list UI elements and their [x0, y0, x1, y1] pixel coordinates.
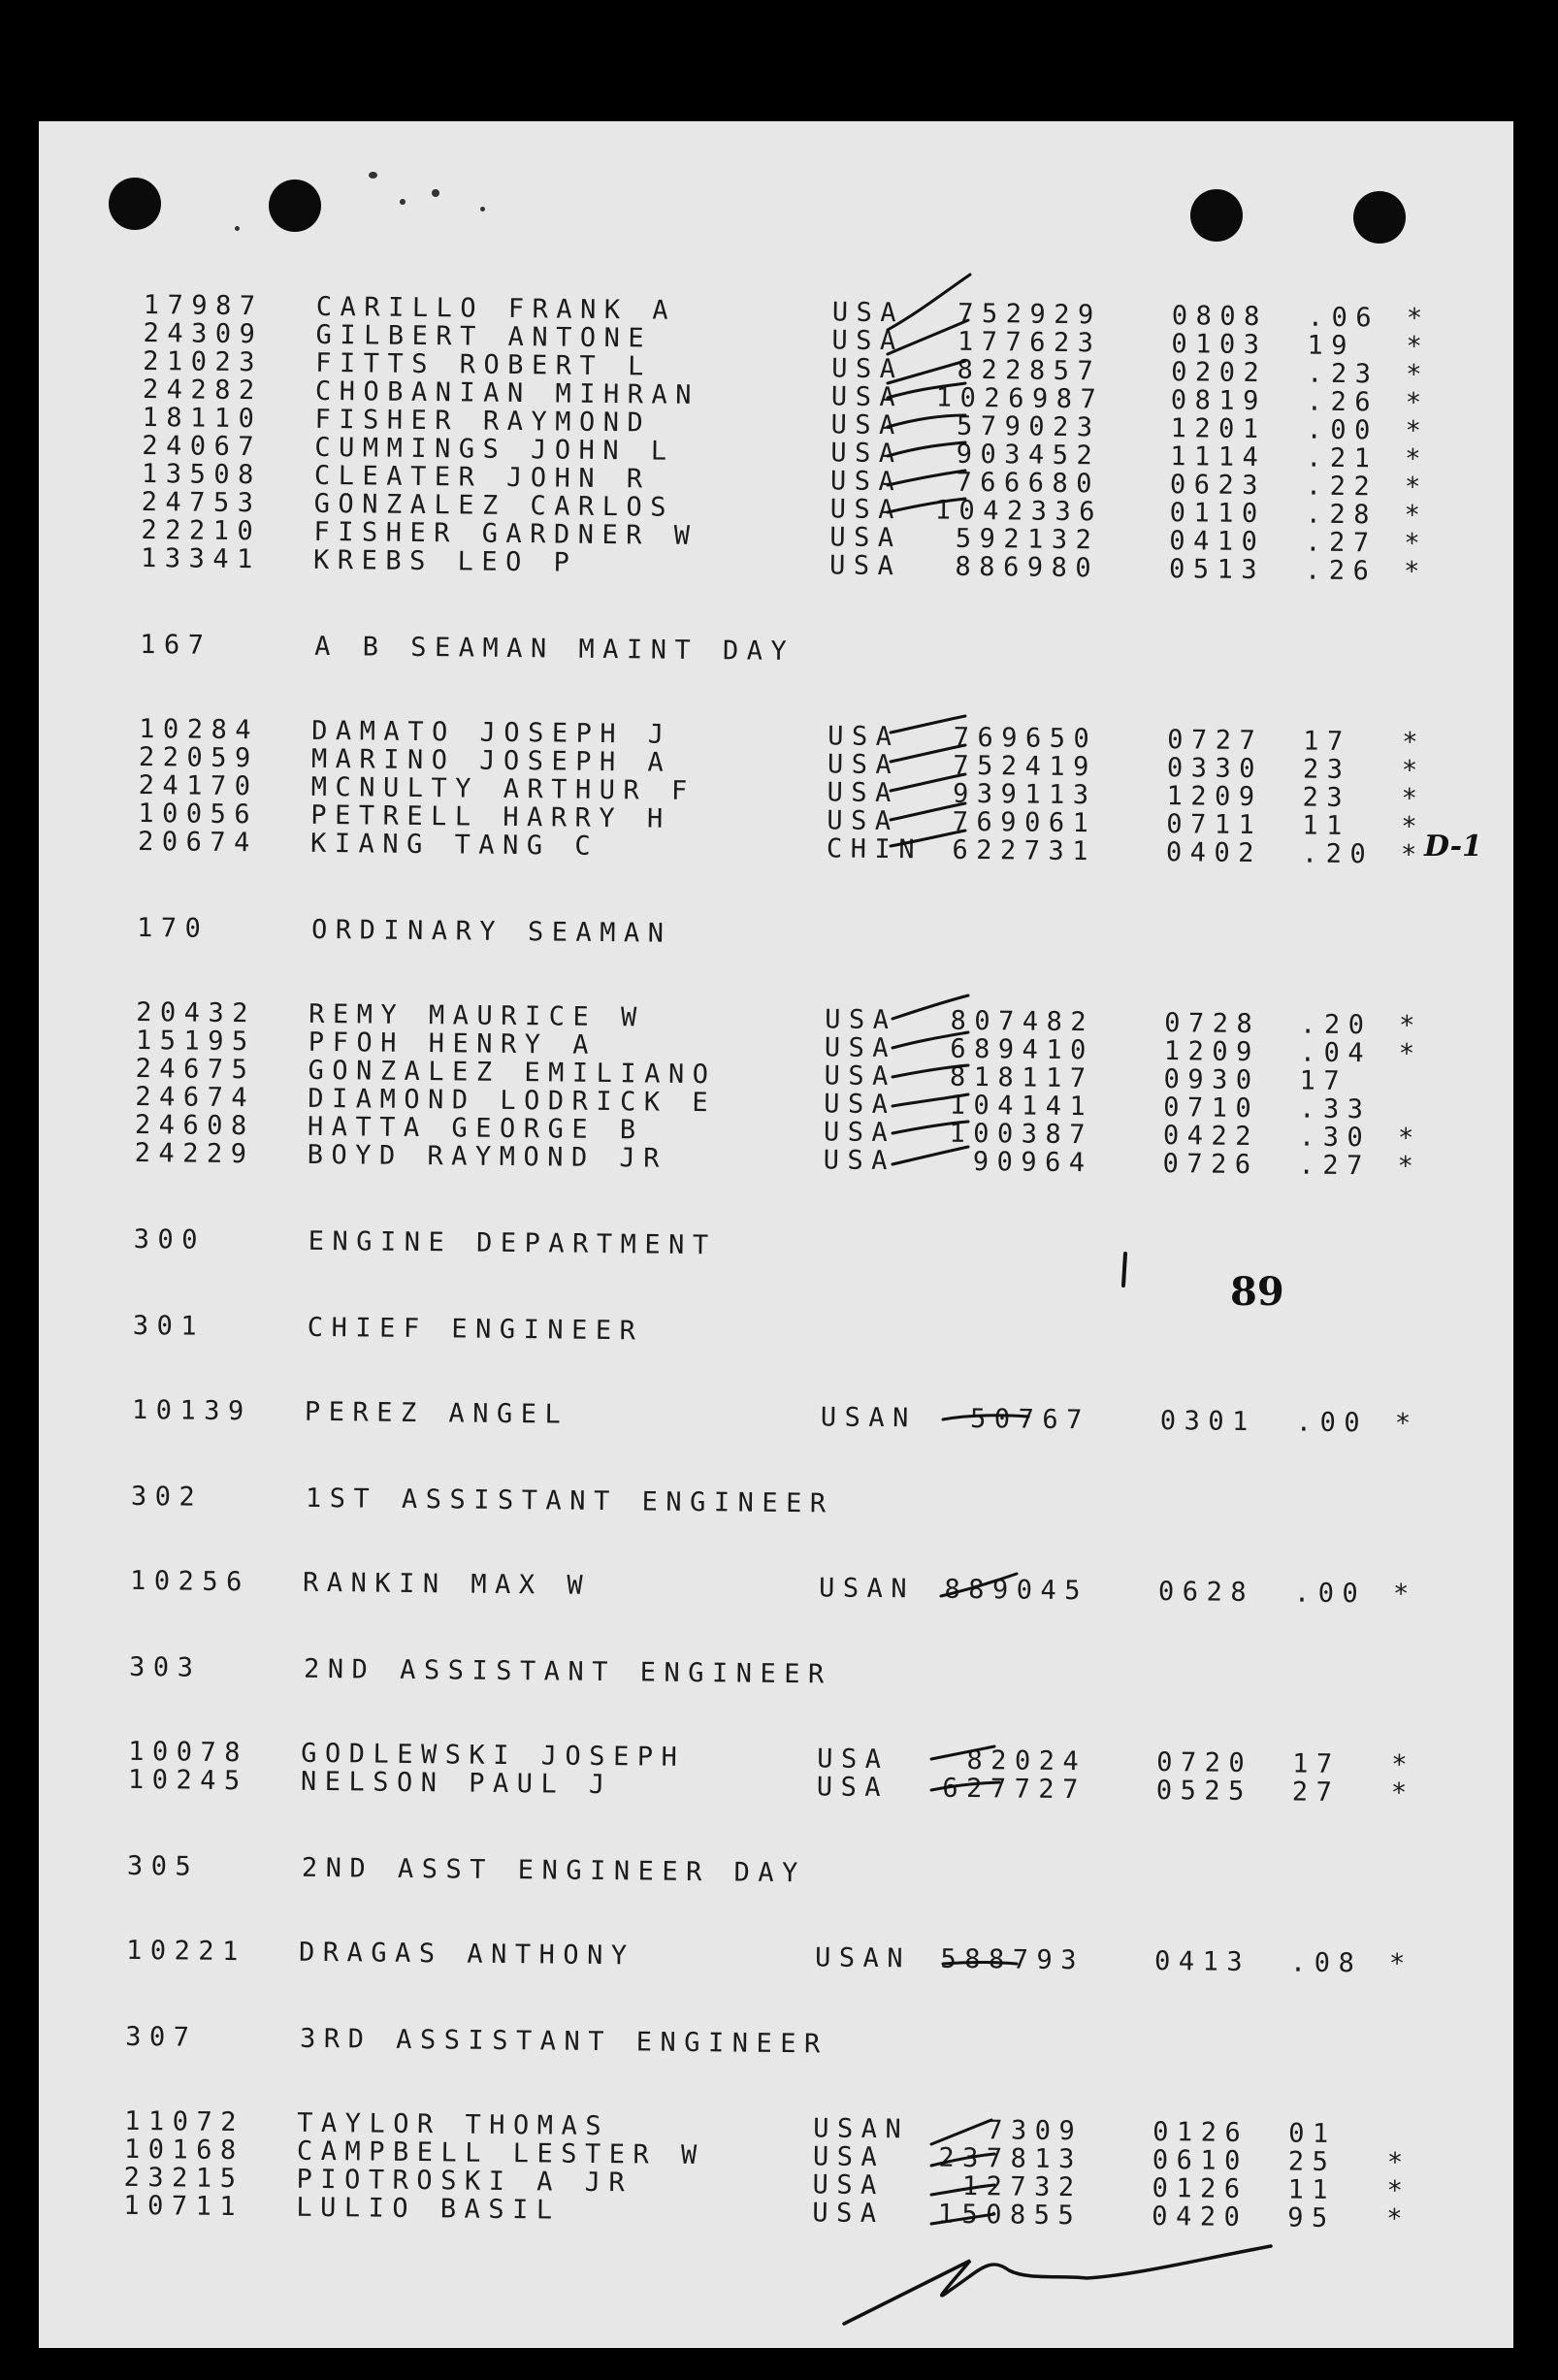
crew-number: 24674 [135, 1081, 256, 1114]
asterisk-mark: * [1405, 443, 1430, 474]
crew-name: MARINO JOSEPH A [310, 743, 672, 778]
value-code: 27 [1291, 1777, 1341, 1808]
value-code: .22 [1305, 471, 1379, 503]
crew-name: LULIO BASIL [296, 2192, 561, 2226]
crew-number: 20432 [136, 996, 257, 1029]
value-code: 11 [1287, 2174, 1337, 2205]
citizenship: USAN [814, 1942, 912, 1974]
date-code: 0126 [1152, 2116, 1250, 2149]
check-mark [893, 1147, 968, 1164]
value-code: .20 [1301, 838, 1375, 870]
document-number: 12732 [961, 2170, 1083, 2203]
crew-number: 10284 [139, 713, 260, 746]
document-number: 7309 [987, 2115, 1084, 2147]
crew-name: RANKIN MAX W [302, 1567, 592, 1601]
document-number: 50767 [969, 1403, 1091, 1436]
crew-number: 10168 [123, 2134, 244, 2167]
value-code: .30 [1298, 1122, 1372, 1154]
citizenship: USA [828, 550, 902, 582]
crew-name: GONZALEZ CARLOS [313, 488, 675, 523]
document-number: 903452 [956, 439, 1101, 472]
crew-name: CAMPBELL LESTER W [296, 2135, 705, 2171]
crew-name: MCNULTY ARTHUR F [310, 771, 696, 806]
document-number: 177623 [957, 326, 1102, 359]
crew-number: 24753 [141, 486, 262, 519]
citizenship: USA [824, 1060, 897, 1092]
crew-number: 22210 [141, 514, 262, 547]
crew-number: 22059 [138, 741, 259, 774]
check-mark [893, 1032, 968, 1048]
citizenship: USA [823, 1117, 896, 1149]
date-code: 0628 [1157, 1577, 1255, 1609]
crew-name: DIAMOND LODRICK E [308, 1083, 717, 1119]
date-code: 0711 [1166, 809, 1263, 841]
check-mark [888, 499, 965, 512]
check-mark [888, 471, 965, 485]
asterisk-mark: * [1392, 1579, 1417, 1610]
date-code: 0727 [1167, 725, 1264, 757]
citizenship: USAN [813, 2113, 910, 2145]
document-number: 90964 [972, 1147, 1093, 1179]
value-code: 19 [1307, 330, 1356, 362]
document-number: 588793 [940, 1943, 1086, 1976]
crew-number: 10078 [128, 1736, 249, 1769]
check-mark [891, 716, 965, 733]
citizenship: USA [812, 2198, 885, 2230]
document-number: 579023 [956, 410, 1101, 443]
date-code: 0720 [1156, 1747, 1253, 1779]
crew-number: 11072 [124, 2105, 245, 2138]
crew-number: 13341 [140, 542, 262, 575]
section-code: 307 [124, 2021, 198, 2053]
citizenship: USAN [820, 1402, 918, 1434]
asterisk-mark: * [1404, 528, 1429, 559]
citizenship: USA [831, 353, 904, 385]
crew-name: CLEATER JOHN R [313, 460, 651, 495]
check-mark [888, 320, 968, 354]
asterisk-mark: * [1394, 1408, 1419, 1439]
crew-number: 24067 [142, 430, 263, 463]
crew-number: 17987 [143, 290, 264, 322]
crew-number: 24282 [142, 374, 263, 407]
date-code: 1209 [1166, 781, 1263, 813]
document-number: 766680 [956, 467, 1101, 500]
date-code: 0930 [1163, 1064, 1260, 1096]
dash-mark [943, 1963, 1017, 1965]
crew-number: 24608 [134, 1109, 255, 1142]
value-code: .26 [1304, 555, 1378, 587]
value-code: .00 [1293, 1578, 1367, 1610]
value-code: .20 [1299, 1009, 1373, 1041]
asterisk-mark: * [1397, 1151, 1422, 1182]
section-code: 303 [128, 1651, 202, 1683]
citizenship: CHIN [826, 833, 924, 865]
crew-name: PFOH HENRY A [308, 1027, 598, 1060]
date-code: 0410 [1169, 526, 1266, 558]
citizenship: USA [827, 777, 900, 809]
citizenship: USA [828, 721, 900, 753]
crew-number: 10256 [129, 1565, 251, 1598]
citizenship: USA [824, 1089, 896, 1121]
citizenship: USA [827, 749, 900, 781]
crew-name: CUMMINGS JOHN L [314, 432, 675, 467]
crew-name: GILBERT ANTONE [315, 319, 653, 354]
section-title: 2ND ASST ENGINEER DAY [301, 1852, 806, 1889]
asterisk-mark: * [1401, 811, 1426, 842]
section-code: 167 [140, 629, 212, 661]
date-code: 0610 [1152, 2144, 1250, 2177]
value-code: 01 [1288, 2118, 1337, 2149]
crew-name: TAYLOR THOMAS [297, 2107, 610, 2142]
asterisk-mark: * [1406, 359, 1431, 390]
check-mark [931, 1782, 999, 1790]
citizenship: USA [827, 805, 899, 837]
document-number: 769650 [953, 722, 1098, 755]
date-code: 1201 [1170, 413, 1267, 445]
crew-number: 10245 [127, 1764, 248, 1797]
check-mark [893, 1094, 968, 1106]
crew-name: GONZALEZ EMILIANO [308, 1055, 717, 1091]
check-mark [891, 803, 965, 820]
document-number: 889045 [944, 1574, 1089, 1607]
date-code: 0301 [1159, 1406, 1257, 1438]
value-code: 17 [1303, 726, 1351, 758]
crew-number: 23215 [123, 2162, 244, 2195]
check-mark [931, 1746, 994, 1759]
date-code: 0726 [1162, 1149, 1259, 1181]
date-code: 0422 [1162, 1121, 1260, 1153]
crew-name: FITTS ROBERT L [315, 347, 652, 382]
document-number: 939113 [952, 778, 1097, 811]
date-code: 0808 [1171, 301, 1268, 333]
citizenship: USA [831, 325, 904, 357]
crew-name: CHOBANIAN MIHRAN [314, 375, 700, 411]
check-mark [891, 831, 965, 846]
value-code: .06 [1307, 302, 1380, 334]
asterisk-mark: * [1402, 727, 1427, 758]
section-title: 1ST ASSISTANT ENGINEER [305, 1483, 834, 1519]
date-code: 0420 [1152, 2201, 1249, 2233]
section-code: 170 [136, 912, 210, 944]
check-mark [888, 275, 970, 330]
value-code: .26 [1306, 386, 1379, 418]
value-code: 95 [1287, 2202, 1336, 2233]
asterisk-mark: * [1388, 1948, 1413, 1979]
dash-mark [943, 1416, 1028, 1419]
section-code: 300 [133, 1223, 207, 1255]
section-title: 2ND ASSISTANT ENGINEER [303, 1653, 832, 1690]
document-number: 752929 [958, 298, 1102, 331]
value-code: .04 [1299, 1037, 1373, 1069]
document-number: 689410 [950, 1033, 1095, 1066]
section-code: 301 [132, 1310, 206, 1342]
crew-number: 24229 [134, 1137, 255, 1170]
document-number: 886980 [955, 551, 1100, 584]
check-mark [893, 1065, 968, 1077]
document-number: 150855 [937, 2199, 1083, 2232]
document-number: 592132 [955, 523, 1100, 556]
citizenship: USA [829, 522, 902, 554]
date-code: 0513 [1168, 554, 1266, 586]
crew-name: FISHER RAYMOND [314, 404, 652, 439]
check-mark [891, 745, 965, 762]
crew-name: FISHER GARDNER W [313, 516, 698, 551]
citizenship: USA [830, 409, 904, 441]
asterisk-mark: * [1406, 303, 1431, 334]
asterisk-mark: * [1403, 556, 1428, 587]
value-code: 17 [1299, 1065, 1348, 1097]
crew-number: 24675 [135, 1053, 256, 1086]
date-code: 0330 [1166, 753, 1264, 785]
crew-name: KIANG TANG C [309, 828, 600, 862]
check-mark [931, 2154, 994, 2166]
section-title: ENGINE DEPARTMENT [308, 1225, 717, 1261]
citizenship: USA [812, 2169, 886, 2201]
value-code: 23 [1302, 782, 1351, 814]
date-code: 1209 [1163, 1036, 1261, 1068]
citizenship: USAN [818, 1573, 916, 1605]
value-code: .27 [1298, 1150, 1372, 1182]
citizenship: USA [823, 1145, 896, 1177]
crew-number: 15195 [135, 1025, 256, 1058]
value-code: .27 [1305, 527, 1378, 559]
document-number: 100387 [949, 1118, 1094, 1151]
date-code: 0126 [1152, 2172, 1249, 2205]
citizenship: USA [817, 1744, 890, 1776]
asterisk-mark: * [1391, 1749, 1416, 1780]
crew-name: REMY MAURICE W [308, 998, 645, 1033]
crew-name: NELSON PAUL J [300, 1766, 613, 1801]
date-code: 0819 [1170, 385, 1268, 417]
asterisk-mark: * [1398, 1038, 1423, 1069]
crew-name: PEREZ ANGEL [304, 1396, 569, 1430]
asterisk-mark: * [1386, 2175, 1412, 2206]
value-code: .08 [1289, 1947, 1363, 1979]
check-mark [893, 995, 968, 1019]
value-code: 11 [1302, 810, 1350, 842]
check-mark [888, 383, 965, 398]
date-code: 0623 [1169, 470, 1267, 502]
asterisk-mark: * [1404, 500, 1429, 531]
date-code: 1114 [1170, 441, 1267, 473]
document-number: 752419 [953, 750, 1098, 783]
value-code: 17 [1292, 1748, 1341, 1780]
page-number: 89 [1230, 1269, 1284, 1315]
asterisk-mark: * [1397, 1123, 1422, 1154]
crew-number: 10139 [131, 1394, 252, 1427]
asterisk-mark: * [1401, 783, 1426, 814]
value-code: .28 [1305, 499, 1379, 531]
date-code: 0525 [1155, 1776, 1253, 1808]
document-number: 104141 [949, 1090, 1094, 1123]
value-code: .21 [1306, 442, 1379, 474]
check-mark [941, 1574, 1017, 1596]
crew-name: HATTA GEORGE B [307, 1111, 644, 1146]
section-code: 302 [130, 1481, 204, 1513]
date-code: 0728 [1163, 1008, 1261, 1040]
document-number: 1042336 [934, 495, 1104, 528]
document-number: 1026987 [935, 382, 1105, 415]
date-code: 0413 [1153, 1946, 1251, 1978]
crew-number: 10221 [125, 1935, 247, 1968]
document-number: 622731 [952, 834, 1097, 867]
crew-number: 18110 [142, 402, 263, 435]
crew-name: DAMATO JOSEPH J [311, 715, 672, 750]
crew-name: GODLEWSKI JOSEPH [301, 1738, 686, 1773]
asterisk-mark: * [1405, 415, 1430, 446]
citizenship: USA [824, 1032, 897, 1064]
value-code: .33 [1299, 1093, 1372, 1125]
crew-name: DRAGAS ANTHONY [298, 1937, 635, 1972]
date-code: 0710 [1163, 1092, 1260, 1125]
crew-number: 24170 [138, 769, 259, 802]
citizenship: USA [812, 2141, 886, 2173]
asterisk-mark: * [1406, 331, 1431, 362]
crew-name: BOYD RAYMOND JR [307, 1139, 668, 1174]
citizenship: USA [831, 297, 905, 329]
citizenship: USA [825, 1004, 897, 1036]
value-code: .00 [1295, 1407, 1369, 1439]
check-mark [891, 774, 965, 791]
asterisk-mark: * [1386, 2203, 1412, 2234]
check-mark [931, 2185, 994, 2195]
check-mark [888, 361, 965, 383]
date-code: 0103 [1171, 329, 1268, 361]
date-code: 0202 [1171, 357, 1268, 389]
section-title: ORDINARY SEAMAN [310, 914, 672, 949]
section-title: 3RD ASSISTANT ENGINEER [299, 2023, 828, 2060]
margin-note: D-1 [1424, 830, 1482, 864]
citizenship: USA [830, 438, 903, 470]
crew-number: 20674 [137, 826, 258, 859]
value-code: .23 [1307, 358, 1379, 390]
date-code: 0402 [1165, 837, 1263, 869]
asterisk-mark: * [1386, 2147, 1412, 2178]
section-title: A B SEAMAN MAINT DAY [314, 631, 795, 668]
crew-number: 21023 [143, 345, 264, 378]
check-mark [888, 415, 965, 427]
document-number: 82024 [966, 1744, 1087, 1777]
asterisk-mark: * [1390, 1777, 1415, 1809]
crew-number: 10711 [123, 2190, 244, 2223]
crew-number: 13508 [141, 458, 262, 491]
check-mark [893, 1122, 968, 1133]
citizenship: USA [830, 381, 904, 413]
crew-name: PETRELL HARRY H [310, 799, 671, 834]
section-code: 305 [126, 1850, 200, 1882]
citizenship: USA [829, 466, 903, 498]
document-number: 237813 [938, 2142, 1084, 2175]
document-number: 818117 [949, 1061, 1094, 1094]
asterisk-mark: * [1400, 839, 1425, 870]
citizenship: USA [829, 494, 903, 526]
check-mark [931, 2214, 994, 2224]
crew-number: 24309 [143, 317, 264, 350]
value-code: 23 [1302, 754, 1351, 786]
value-code: .00 [1306, 414, 1379, 446]
date-code: 0110 [1169, 498, 1266, 530]
document-number: 627727 [942, 1773, 1087, 1806]
document-number: 769061 [952, 806, 1097, 839]
signature-mark [844, 2246, 1271, 2324]
crew-number: 10056 [138, 798, 259, 831]
crew-name: KREBS LEO P [312, 544, 578, 578]
document-number: 822857 [957, 354, 1102, 387]
asterisk-mark: * [1404, 472, 1429, 503]
crew-name: CARILLO FRANK A [315, 291, 677, 326]
value-code: 25 [1287, 2146, 1337, 2177]
asterisk-mark: * [1405, 387, 1430, 418]
document-number: 807482 [950, 1005, 1095, 1038]
check-mark [888, 442, 965, 456]
asterisk-mark: * [1401, 755, 1426, 786]
pen-stroke [1123, 1254, 1125, 1286]
citizenship: USA [816, 1772, 890, 1804]
check-mark [931, 2120, 991, 2144]
asterisk-mark: * [1398, 1010, 1424, 1041]
crew-name: PIOTROSKI A JR [296, 2164, 633, 2199]
section-title: CHIEF ENGINEER [307, 1312, 644, 1347]
